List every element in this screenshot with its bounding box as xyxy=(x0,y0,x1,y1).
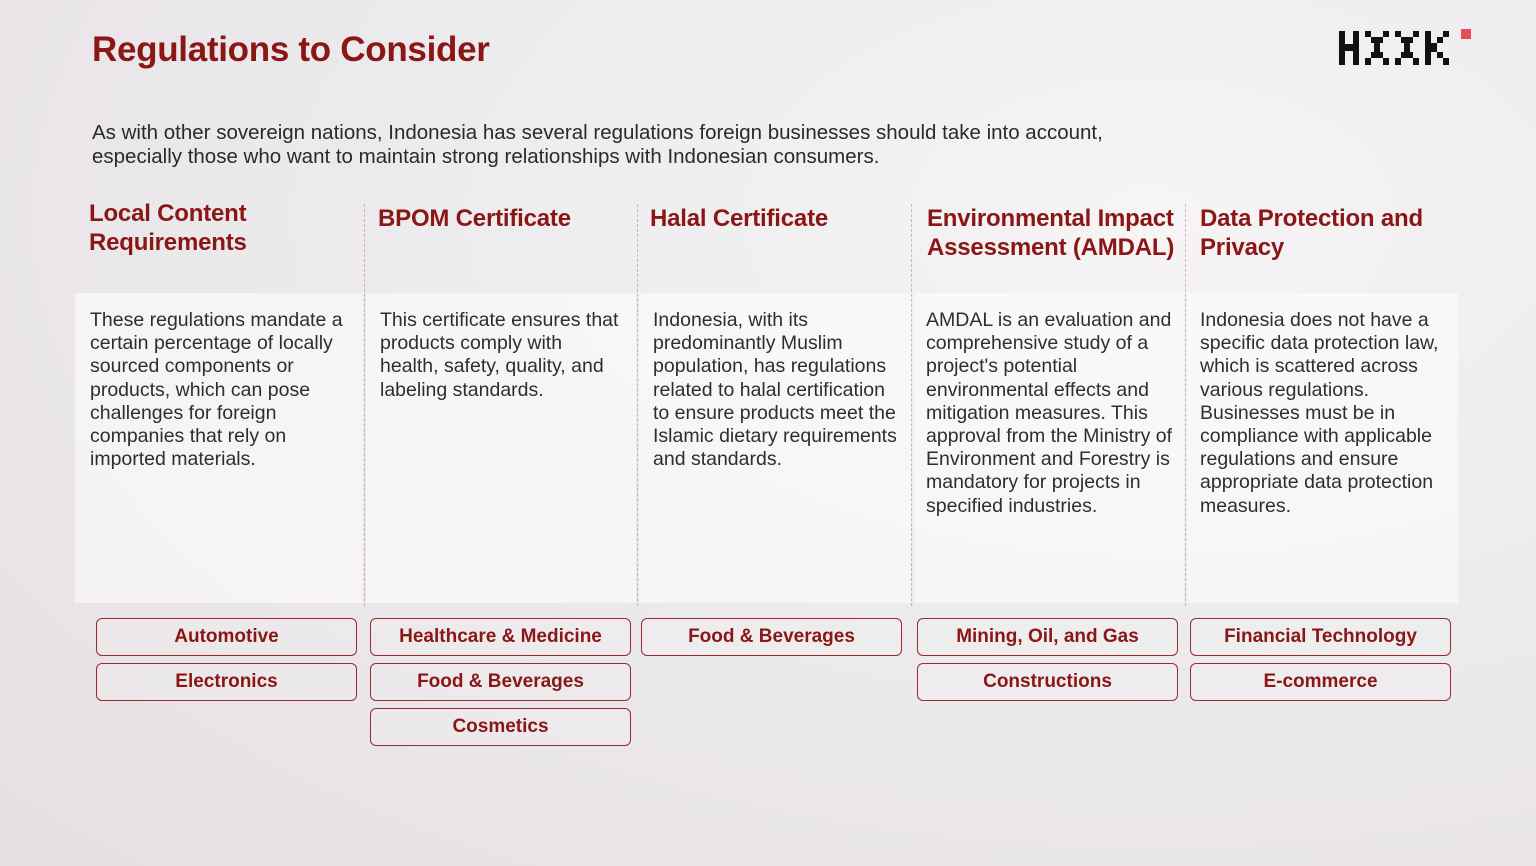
column-title-halal: Halal Certificate xyxy=(650,205,829,232)
industry-tag: Automotive xyxy=(96,618,357,656)
column-description-amdal: AMDAL is an evaluation and comprehensive study of a project's potential environmental effects and mitigation measures. This approval from the Ministry of Environment and Forestry is mandatory for projects in specified industries. xyxy=(926,309,1173,517)
industry-tag: Electronics xyxy=(96,663,357,701)
industry-tag: Mining, Oil, and Gas xyxy=(917,618,1178,656)
industry-tag: Cosmetics xyxy=(370,708,631,746)
intro-paragraph: As with other sovereign nations, Indonesia has several regulations foreign businesses should take into account, especially those who want to maintain strong relationships with Indonesian consumers. xyxy=(92,121,1103,168)
column-title-local-content: Local Content Requirements xyxy=(89,200,247,256)
column-description-data-protection: Indonesia does not have a specific data protection law, which is scattered across various regulations. Businesses must be in compliance with applicable regulations and ensure appropriate data protection measures. xyxy=(1200,309,1439,517)
column-title-amdal: Environmental Impact Assessment (AMDAL) xyxy=(927,205,1175,261)
column-description-local-content: These regulations mandate a certain percentage of locally sourced components or products, which can pose challenges for foreign companies that rely on imported materials. xyxy=(90,309,343,471)
column-divider xyxy=(911,204,912,606)
industry-tag: Food & Beverages xyxy=(370,663,631,701)
brand-logo-icon xyxy=(1339,29,1474,67)
column-description-bpom: This certificate ensures that products comply with health, safety, quality, and labeling standards. xyxy=(380,309,619,401)
column-title-data-protection: Data Protection and Privacy xyxy=(1200,205,1423,261)
page-title: Regulations to Consider xyxy=(92,30,490,69)
industry-tag: Constructions xyxy=(917,663,1178,701)
column-divider xyxy=(637,204,638,606)
column-divider xyxy=(364,204,365,606)
column-divider xyxy=(1185,204,1186,606)
column-title-bpom: BPOM Certificate xyxy=(378,205,571,232)
industry-tag: E-commerce xyxy=(1190,663,1451,701)
industry-tag: Financial Technology xyxy=(1190,618,1451,656)
column-description-halal: Indonesia, with its predominantly Muslim population, has regulations related to halal certification to ensure products meet the Islamic dietary requirements and standards. xyxy=(653,309,897,471)
industry-tag: Healthcare & Medicine xyxy=(370,618,631,656)
industry-tag: Food & Beverages xyxy=(641,618,902,656)
